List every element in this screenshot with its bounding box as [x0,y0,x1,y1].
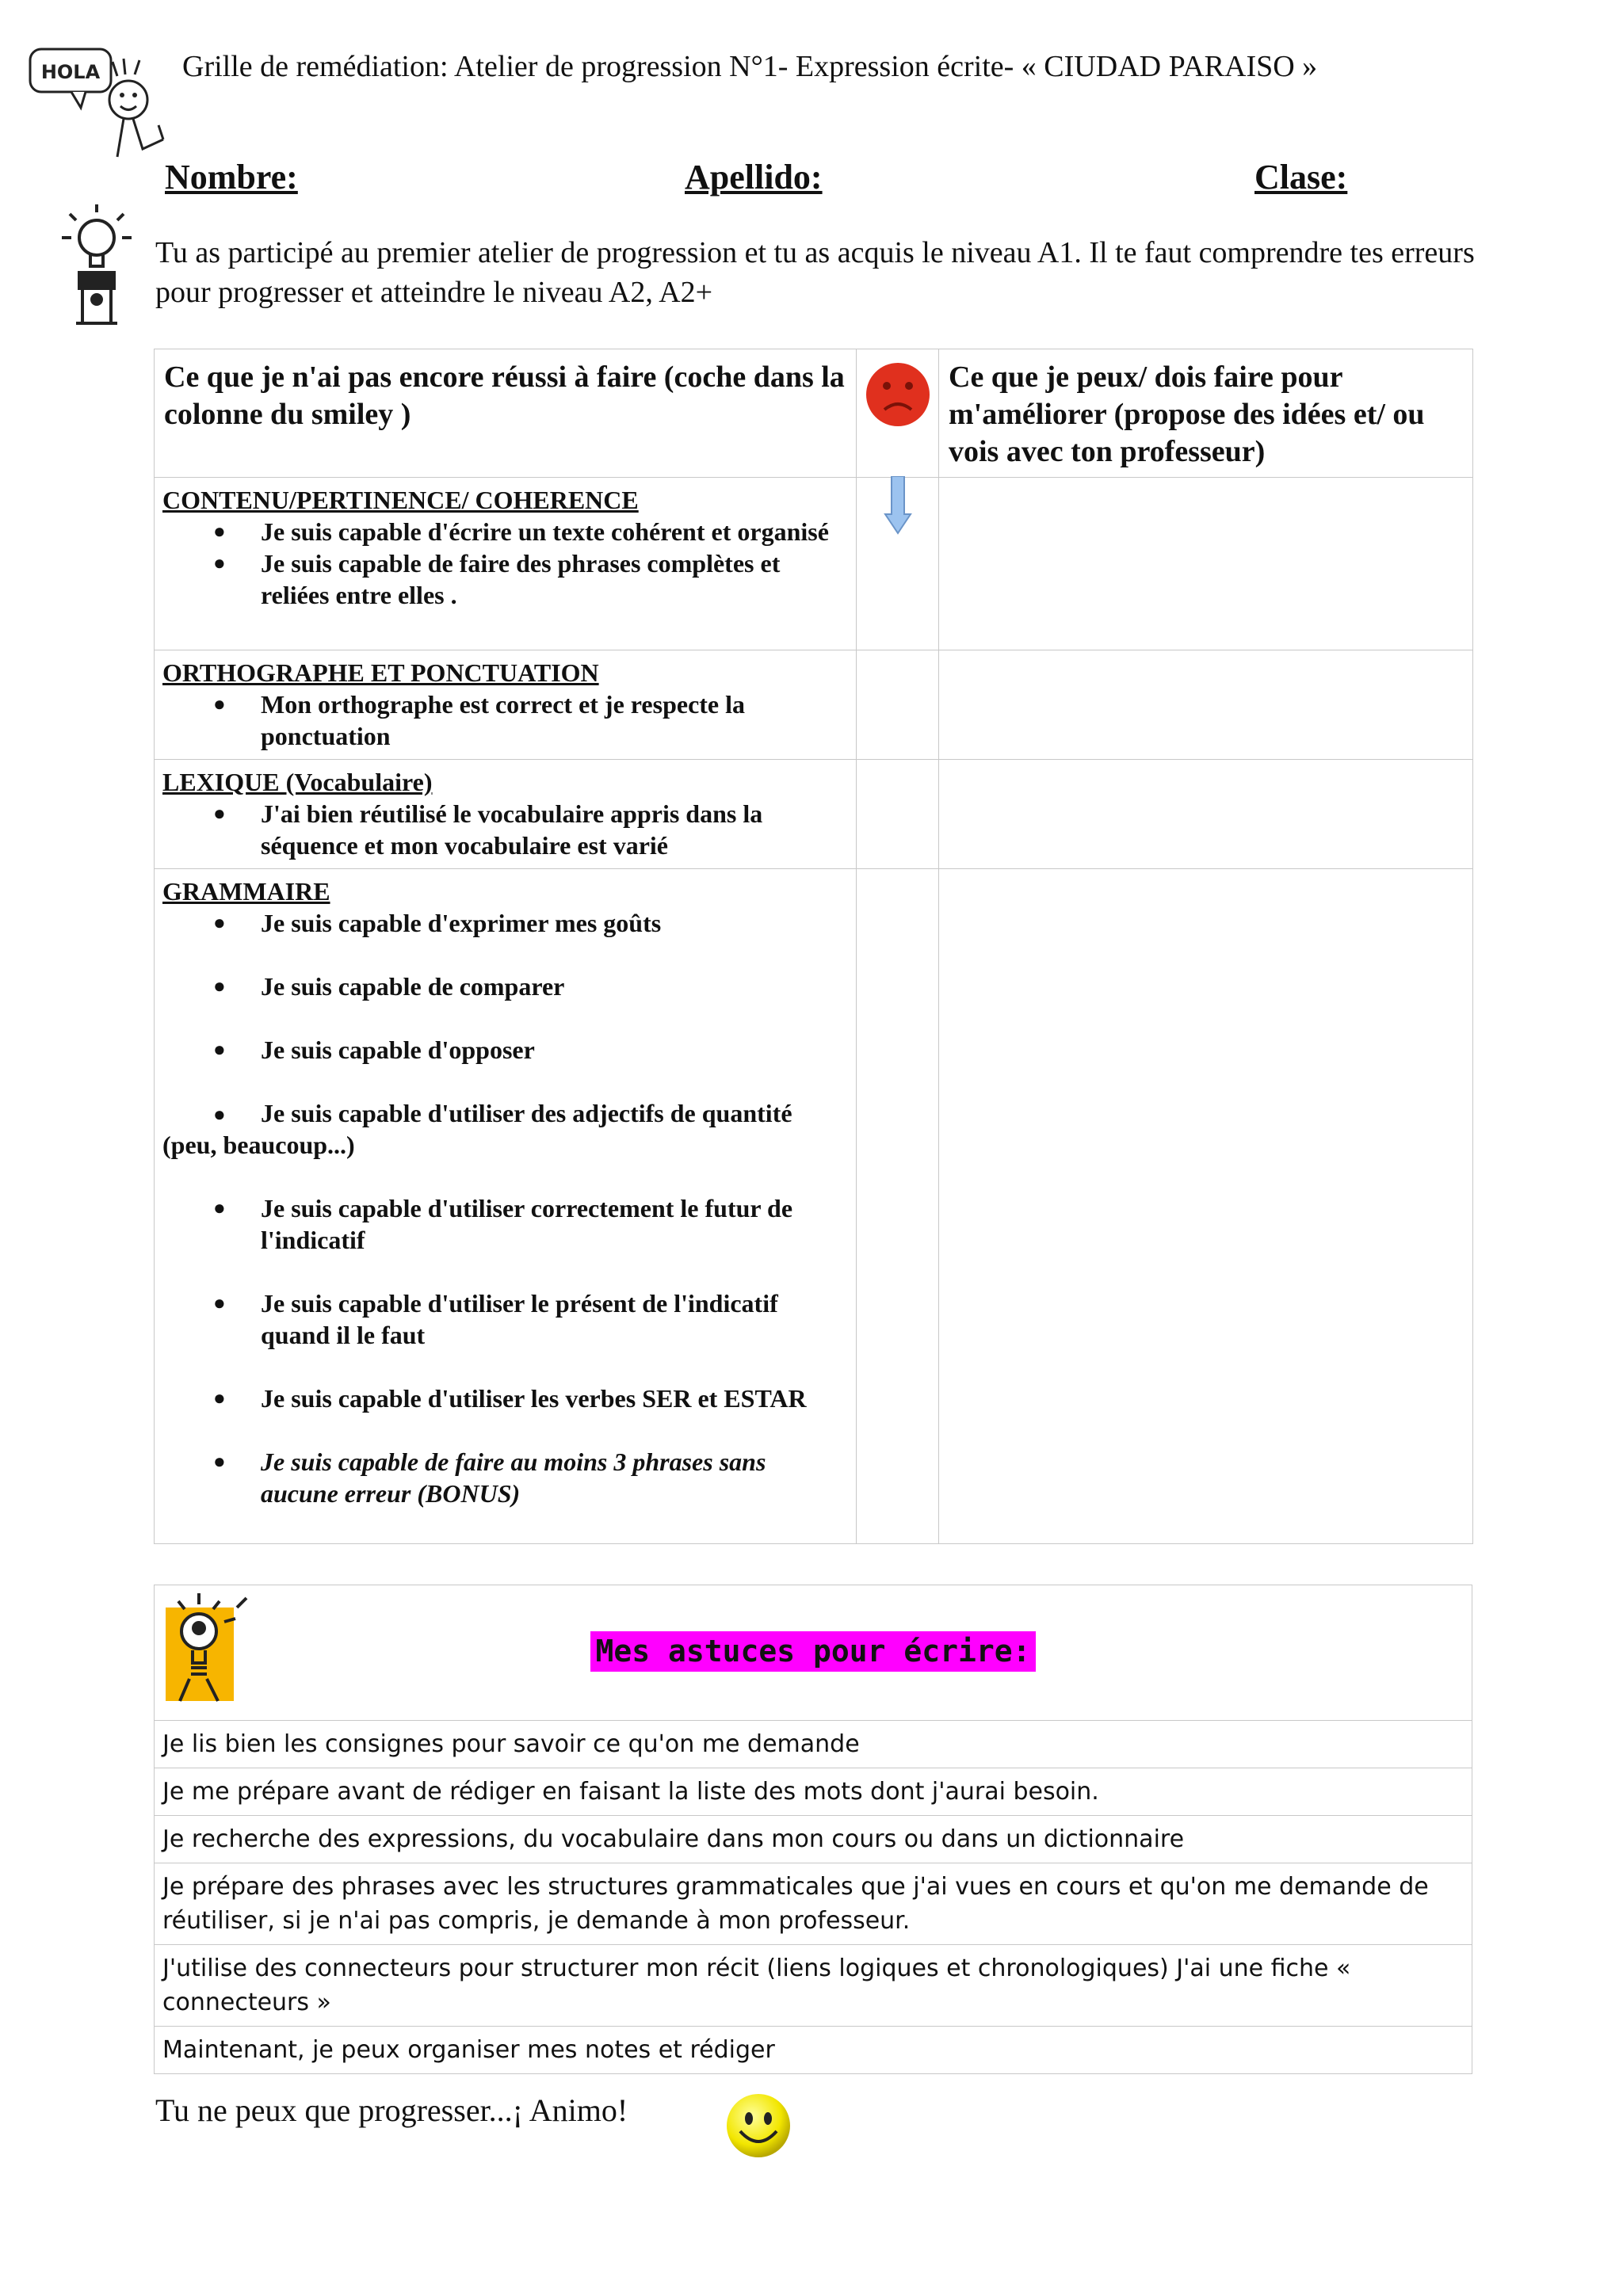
criterion-item: ● Mon orthographe est correct et je respecte la ponctuation [162,688,848,752]
section-row-grammaire [155,869,1473,1544]
col3-header: Ce que je peux/ dois faire pour m'améliorer (propose des idées et/ ou vois avec ton professeur) [939,349,1473,478]
improvement-cell[interactable] [939,869,1473,1544]
apellido-label: Apellido: [685,158,823,196]
criterion-item: ● Je suis capable d'écrire un texte cohérent et organisé [162,516,848,547]
section-row-orthographe [155,650,1473,760]
sad-face-icon [862,359,934,430]
criterion-item: ● Je suis capable d'utiliser les verbes SER et ESTAR [162,1383,848,1414]
criterion-item: ● J'ai bien réutilisé le vocabulaire appris dans la séquence et mon vocabulaire est varié [162,798,848,861]
page-title: Grille de remédiation: Atelier de progression N°1- Expression écrite- « CIUDAD PARAISO » [182,50,1318,83]
criterion-item: ● Je suis capable d'opposer [162,1034,848,1066]
tips-header-cell [155,1585,1472,1721]
checkbox-cell[interactable] [857,650,939,760]
happy-face-icon [724,2092,792,2160]
checkbox-cell[interactable] [857,760,939,869]
nombre-label: Nombre: [165,158,298,196]
smiley-header-cell [857,349,939,478]
criterion-item: ● Je suis capable de faire au moins 3 phrases sans aucune erreur (BONUS) [162,1446,848,1509]
improvement-cell[interactable] [939,478,1473,650]
tip-row: J'utilise des connecteurs pour structurer mon récit (liens logiques et chronologiques) J'ai une fiche « connecteurs » [155,1945,1472,2027]
criterion-item: ● Je suis capable d'utiliser des adjectifs de quantité (peu, beaucoup...) [162,1099,792,1159]
section-row-lexique [155,760,1473,869]
grid-header-row [155,349,1473,478]
criterion-item-wrap [162,1097,848,1161]
remediation-grid [154,349,1473,1544]
checkbox-cell[interactable] [857,478,939,650]
section-title: LEXIQUE (Vocabulaire) [162,768,433,796]
tip-row: Je recherche des expressions, du vocabulaire dans mon cours ou dans un dictionnaire [155,1816,1472,1863]
logo-text: HOLA [40,61,101,83]
section-title: ORTHOGRAPHE ET PONCTUATION [162,658,599,687]
tip-row: Je me prépare avant de rédiger en faisant la liste des mots dont j'aurai besoin. [155,1768,1472,1816]
tips-title: Mes astuces pour écrire: [590,1631,1035,1672]
section-title: GRAMMAIRE [162,877,330,906]
col1-header: Ce que je n'ai pas encore réussi à faire (coche dans la colonne du smiley ) [155,349,857,478]
tip-row: Maintenant, je peux organiser mes notes et rédiger [155,2027,1472,2074]
improvement-cell[interactable] [939,760,1473,869]
improvement-cell[interactable] [939,650,1473,760]
intro-text: Tu as participé au premier atelier de progression et tu as acquis le niveau A1. Il te faut comprendre tes erreurs pour progresser et atteindre le niveau A2, A2+ [155,236,1475,309]
clase-label: Clase: [1254,158,1348,196]
criterion-item: ● Je suis capable d'exprimer mes goûts [162,907,848,939]
tip-row: Je prépare des phrases avec les structures grammaticales que j'ai vues en cours et qu'on me demande de réutiliser, si je n'ai pas compris, je demande à mon professeur. [155,1863,1472,1945]
tips-header-row [155,1585,1472,1721]
closing-text: Tu ne peux que progresser...¡ Animo! [155,2092,628,2128]
criterion-item: ● Je suis capable d'utiliser correctement le futur de l'indicatif [162,1192,848,1256]
arrow-down-icon [884,476,912,535]
tips-table [154,1585,1472,2074]
section-title: CONTENU/PERTINENCE/ COHERENCE [162,486,639,514]
criterion-item: ● Je suis capable de faire des phrases complètes et reliées entre elles . [162,547,848,611]
criterion-item: ● Je suis capable d'utiliser le présent de l'indicatif quand il le faut [162,1287,848,1351]
criterion-item: ● Je suis capable de comparer [162,971,848,1002]
lightbulb-icon [48,204,143,331]
tip-row: Je lis bien les consignes pour savoir ce qu'on me demande [155,1721,1472,1768]
idea-bulb-icon [158,1590,269,1709]
section-row-contenu [155,478,1473,650]
checkbox-cell[interactable] [857,869,939,1544]
hola-logo [24,38,182,165]
